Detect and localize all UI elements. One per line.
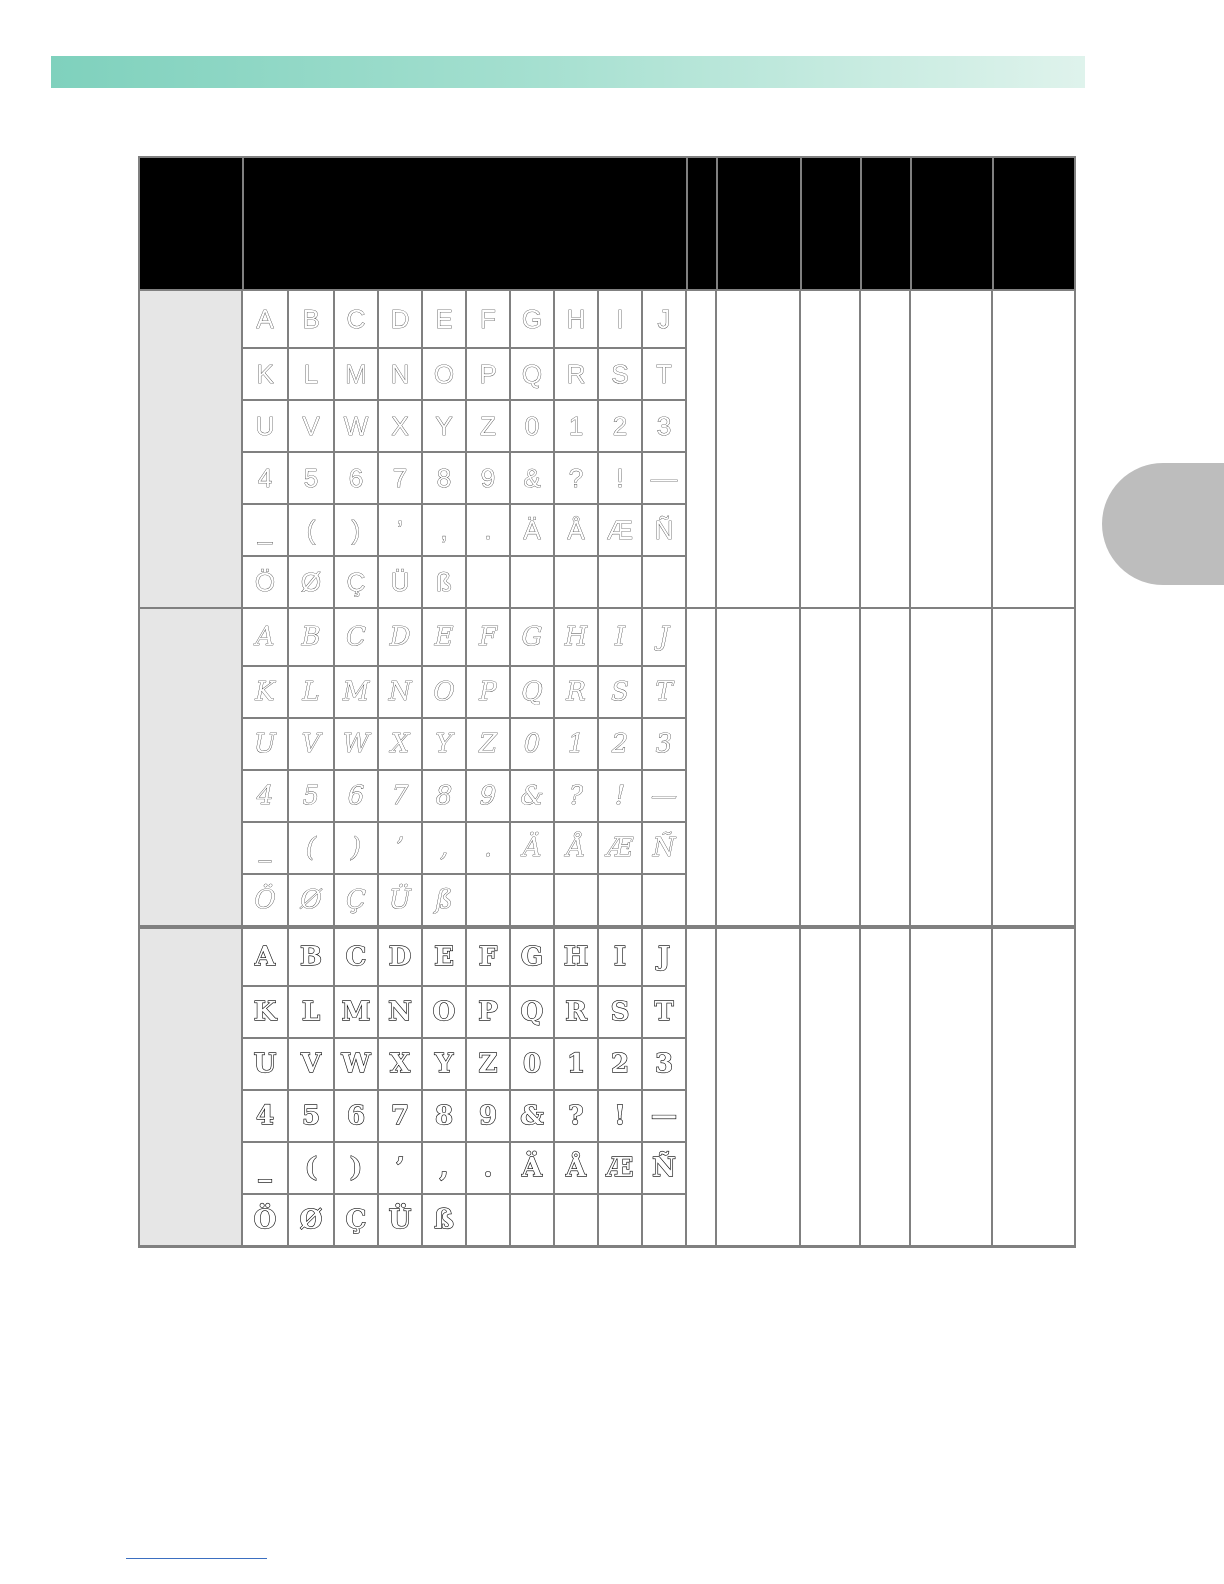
- glyph-sample: N: [388, 997, 412, 1027]
- glyph-sample: V: [301, 729, 321, 759]
- glyph-sample: T: [655, 677, 673, 707]
- glyph-sample: I: [614, 622, 626, 652]
- column-divider: [799, 608, 801, 926]
- table-header-cell: [912, 158, 992, 290]
- glyph-sample: 8: [435, 781, 453, 811]
- glyph-sample: Ñ: [654, 515, 674, 545]
- glyph-sample: D: [389, 622, 411, 652]
- glyph-sample: H: [564, 622, 588, 652]
- glyph-sample: Ü: [388, 1205, 412, 1235]
- glyph-sample: F: [480, 304, 496, 334]
- glyph-sample: J: [658, 622, 670, 652]
- column-divider: [991, 608, 993, 926]
- glyph-sample: I: [616, 304, 624, 334]
- glyph-sample: ,: [439, 1153, 449, 1183]
- glyph-sample: 7: [392, 463, 408, 493]
- glyph-sample: W: [342, 729, 370, 759]
- table-header-cell: [140, 158, 242, 290]
- glyph-sample: Ç: [346, 567, 366, 597]
- glyph-sample: .: [483, 833, 493, 863]
- glyph-sample: F: [478, 622, 498, 652]
- glyph-sample: X: [390, 729, 410, 759]
- glyph-sample: 9: [480, 463, 496, 493]
- glyph-sample: Ä: [523, 515, 541, 545]
- glyph-sample: !: [616, 463, 624, 493]
- glyph-sample: Ñ: [652, 833, 676, 863]
- glyph-sample: 7: [390, 1101, 410, 1131]
- glyph-sample: .: [483, 1153, 493, 1183]
- header-divider: [716, 158, 718, 290]
- glyph-sample: _: [258, 833, 272, 863]
- glyph-sample: E: [435, 304, 453, 334]
- glyph-sample: ß: [435, 885, 453, 915]
- glyph-sample: U: [255, 411, 275, 441]
- glyph-sample: M: [341, 997, 371, 1027]
- glyph-sample: (: [304, 1153, 318, 1183]
- glyph-sample: 6: [346, 1101, 366, 1131]
- glyph-sample: B: [300, 942, 322, 972]
- glyph-sample: (: [306, 515, 316, 545]
- glyph-sample: _: [258, 1153, 272, 1183]
- glyph-sample: !: [614, 781, 626, 811]
- glyph-sample: ?: [568, 463, 584, 493]
- column-divider: [715, 608, 717, 926]
- table-header-cell: [994, 158, 1074, 290]
- glyph-sample: Ç: [345, 1205, 367, 1235]
- glyph-sample: Ç: [346, 885, 366, 915]
- glyph-sample: K: [253, 997, 277, 1027]
- header-divider: [686, 158, 688, 290]
- glyph-sample: 0: [522, 1049, 542, 1079]
- glyph-sample: X: [391, 411, 409, 441]
- font-style-label-cell: [140, 928, 242, 1246]
- glyph-sample: Z: [480, 411, 496, 441]
- glyph-sample: U: [253, 1049, 277, 1079]
- chapter-header-band: [51, 56, 1085, 88]
- glyph-sample: K: [256, 359, 274, 389]
- glyph-sample: 0: [524, 411, 540, 441]
- font-style-label-cell: [140, 608, 242, 926]
- glyph-sample: E: [434, 622, 454, 652]
- glyph-sample: Y: [435, 411, 453, 441]
- glyph-sample: !: [614, 1101, 626, 1131]
- header-divider: [910, 158, 912, 290]
- glyph-sample: 4: [256, 781, 274, 811]
- glyph-sample: .: [484, 515, 492, 545]
- glyph-sample: C: [346, 304, 366, 334]
- glyph-sample: O: [433, 677, 455, 707]
- glyph-sample: S: [610, 997, 630, 1027]
- glyph-sample: A: [256, 304, 274, 334]
- glyph-sample: T: [656, 359, 672, 389]
- glyph-sample: L: [302, 677, 320, 707]
- column-divider: [909, 608, 911, 926]
- glyph-sample: 1: [566, 1049, 586, 1079]
- glyph-sample: ): [349, 1153, 363, 1183]
- glyph-sample: R: [565, 997, 587, 1027]
- glyph-sample: ,: [439, 833, 449, 863]
- glyph-sample: &: [520, 1101, 544, 1131]
- glyph-sample: Ü: [390, 567, 410, 597]
- column-divider: [799, 928, 801, 1246]
- glyph-sample: 2: [610, 1049, 630, 1079]
- glyph-sample: V: [300, 1049, 322, 1079]
- glyph-sample: D: [390, 304, 410, 334]
- glyph-sample: 9: [478, 1101, 498, 1131]
- glyph-sample: G: [521, 622, 543, 652]
- column-divider: [991, 928, 993, 1246]
- glyph-sample: 0: [523, 729, 541, 759]
- glyph-sample: 1: [567, 729, 585, 759]
- glyph-sample: &: [520, 781, 544, 811]
- column-divider: [909, 928, 911, 1246]
- glyph-sample: ’: [395, 833, 405, 863]
- glyph-sample: E: [434, 942, 454, 972]
- glyph-sample: Ä: [522, 833, 542, 863]
- glyph-sample: 5: [303, 463, 319, 493]
- glyph-sample: 8: [434, 1101, 454, 1131]
- glyph-sample: T: [654, 997, 674, 1027]
- column-divider: [859, 290, 861, 608]
- glyph-sample: S: [611, 677, 629, 707]
- glyph-sample: 2: [611, 729, 629, 759]
- glyph-sample: _: [257, 515, 273, 545]
- chapter-side-tab: [1102, 463, 1224, 585]
- glyph-sample: ): [351, 515, 361, 545]
- glyph-sample: Ö: [253, 1205, 277, 1235]
- glyph-sample: 5: [301, 1101, 321, 1131]
- glyph-sample: P: [479, 677, 497, 707]
- glyph-sample: Ø: [300, 885, 322, 915]
- glyph-sample: D: [388, 942, 412, 972]
- glyph-sample: 9: [479, 781, 497, 811]
- glyph-sample: 3: [654, 1049, 674, 1079]
- column-divider: [909, 290, 911, 608]
- glyph-sample: M: [345, 359, 367, 389]
- column-divider: [715, 928, 717, 1246]
- header-divider: [800, 158, 802, 290]
- column-divider: [859, 928, 861, 1246]
- glyph-sample: M: [342, 677, 370, 707]
- glyph-sample: —: [651, 463, 677, 493]
- table-header-cell: [688, 158, 716, 290]
- glyph-sample: ?: [569, 781, 583, 811]
- glyph-sample: Ø: [299, 1205, 323, 1235]
- glyph-sample: Ü: [389, 885, 411, 915]
- glyph-sample: K: [255, 677, 275, 707]
- column-divider: [715, 290, 717, 608]
- glyph-sample: Æ: [606, 1153, 634, 1183]
- glyph-sample: 2: [612, 411, 628, 441]
- glyph-sample: P: [478, 997, 498, 1027]
- glyph-sample: P: [479, 359, 497, 389]
- glyph-sample: Q: [521, 359, 543, 389]
- glyph-sample: O: [433, 359, 455, 389]
- table-header-cell: [718, 158, 800, 290]
- glyph-sample: B: [302, 304, 320, 334]
- glyph-sample: &: [523, 463, 541, 493]
- glyph-sample: 4: [255, 1101, 275, 1131]
- column-divider: [859, 608, 861, 926]
- glyph-sample: J: [657, 304, 671, 334]
- header-divider: [860, 158, 862, 290]
- glyph-sample: Æ: [607, 515, 633, 545]
- glyph-sample: A: [254, 942, 276, 972]
- glyph-sample: Y: [434, 1049, 454, 1079]
- glyph-sample: J: [657, 942, 671, 972]
- glyph-sample: ß: [434, 1205, 454, 1235]
- glyph-sample: Æ: [606, 833, 634, 863]
- glyph-sample: C: [345, 942, 367, 972]
- glyph-sample: G: [521, 304, 543, 334]
- glyph-sample: 8: [436, 463, 452, 493]
- glyph-sample: Ñ: [652, 1153, 676, 1183]
- glyph-sample: ’: [397, 515, 403, 545]
- header-divider: [992, 158, 994, 290]
- glyph-sample: C: [346, 622, 366, 652]
- glyph-sample: Z: [478, 1049, 498, 1079]
- table-header-cell: [244, 158, 686, 290]
- glyph-sample: Ä: [521, 1153, 543, 1183]
- glyph-sample: Q: [521, 677, 543, 707]
- glyph-sample: Q: [520, 997, 544, 1027]
- glyph-sample: ’: [395, 1153, 405, 1183]
- glyph-sample: R: [566, 359, 586, 389]
- glyph-sample: O: [432, 997, 456, 1027]
- glyph-sample: N: [390, 359, 410, 389]
- glyph-sample: S: [611, 359, 629, 389]
- glyph-sample: Å: [567, 515, 585, 545]
- glyph-sample: H: [563, 942, 589, 972]
- glyph-sample: R: [566, 677, 586, 707]
- glyph-sample: 6: [347, 781, 365, 811]
- glyph-sample: V: [302, 411, 320, 441]
- font-style-label-cell: [140, 290, 242, 608]
- glyph-sample: Ö: [254, 567, 276, 597]
- glyph-sample: L: [303, 359, 319, 389]
- glyph-sample: Ø: [300, 567, 322, 597]
- glyph-sample: —: [651, 781, 677, 811]
- glyph-sample: H: [566, 304, 586, 334]
- glyph-sample: F: [478, 942, 498, 972]
- glyph-sample: 1: [568, 411, 584, 441]
- glyph-sample: ): [350, 833, 362, 863]
- glyph-sample: 5: [302, 781, 320, 811]
- glyph-sample: Å: [565, 1153, 587, 1183]
- table-header-cell: [862, 158, 910, 290]
- glyph-sample: Å: [566, 833, 586, 863]
- glyph-sample: U: [254, 729, 276, 759]
- glyph-sample: 6: [348, 463, 364, 493]
- glyph-sample: B: [301, 622, 321, 652]
- glyph-sample: (: [305, 833, 317, 863]
- glyph-sample: 7: [391, 781, 409, 811]
- header-divider: [242, 158, 244, 290]
- glyph-sample: G: [520, 942, 544, 972]
- table-header-cell: [802, 158, 860, 290]
- glyph-sample: —: [651, 1101, 677, 1131]
- glyph-sample: 3: [656, 411, 672, 441]
- footer-link-underline: [126, 1558, 267, 1559]
- glyph-sample: N: [388, 677, 412, 707]
- glyph-sample: Y: [435, 729, 453, 759]
- glyph-sample: I: [613, 942, 627, 972]
- glyph-sample: A: [255, 622, 275, 652]
- glyph-sample: ?: [568, 1101, 584, 1131]
- glyph-sample: Ö: [254, 885, 276, 915]
- glyph-sample: ,: [440, 515, 448, 545]
- glyph-sample: ß: [436, 567, 452, 597]
- glyph-sample: X: [389, 1049, 411, 1079]
- glyph-sample: Z: [478, 729, 498, 759]
- character-font-table: [138, 156, 1076, 1248]
- glyph-sample: 3: [655, 729, 673, 759]
- column-divider: [799, 290, 801, 608]
- glyph-sample: 4: [257, 463, 273, 493]
- glyph-sample: W: [341, 1049, 371, 1079]
- column-divider: [991, 290, 993, 608]
- glyph-sample: W: [343, 411, 369, 441]
- glyph-sample: L: [301, 997, 321, 1027]
